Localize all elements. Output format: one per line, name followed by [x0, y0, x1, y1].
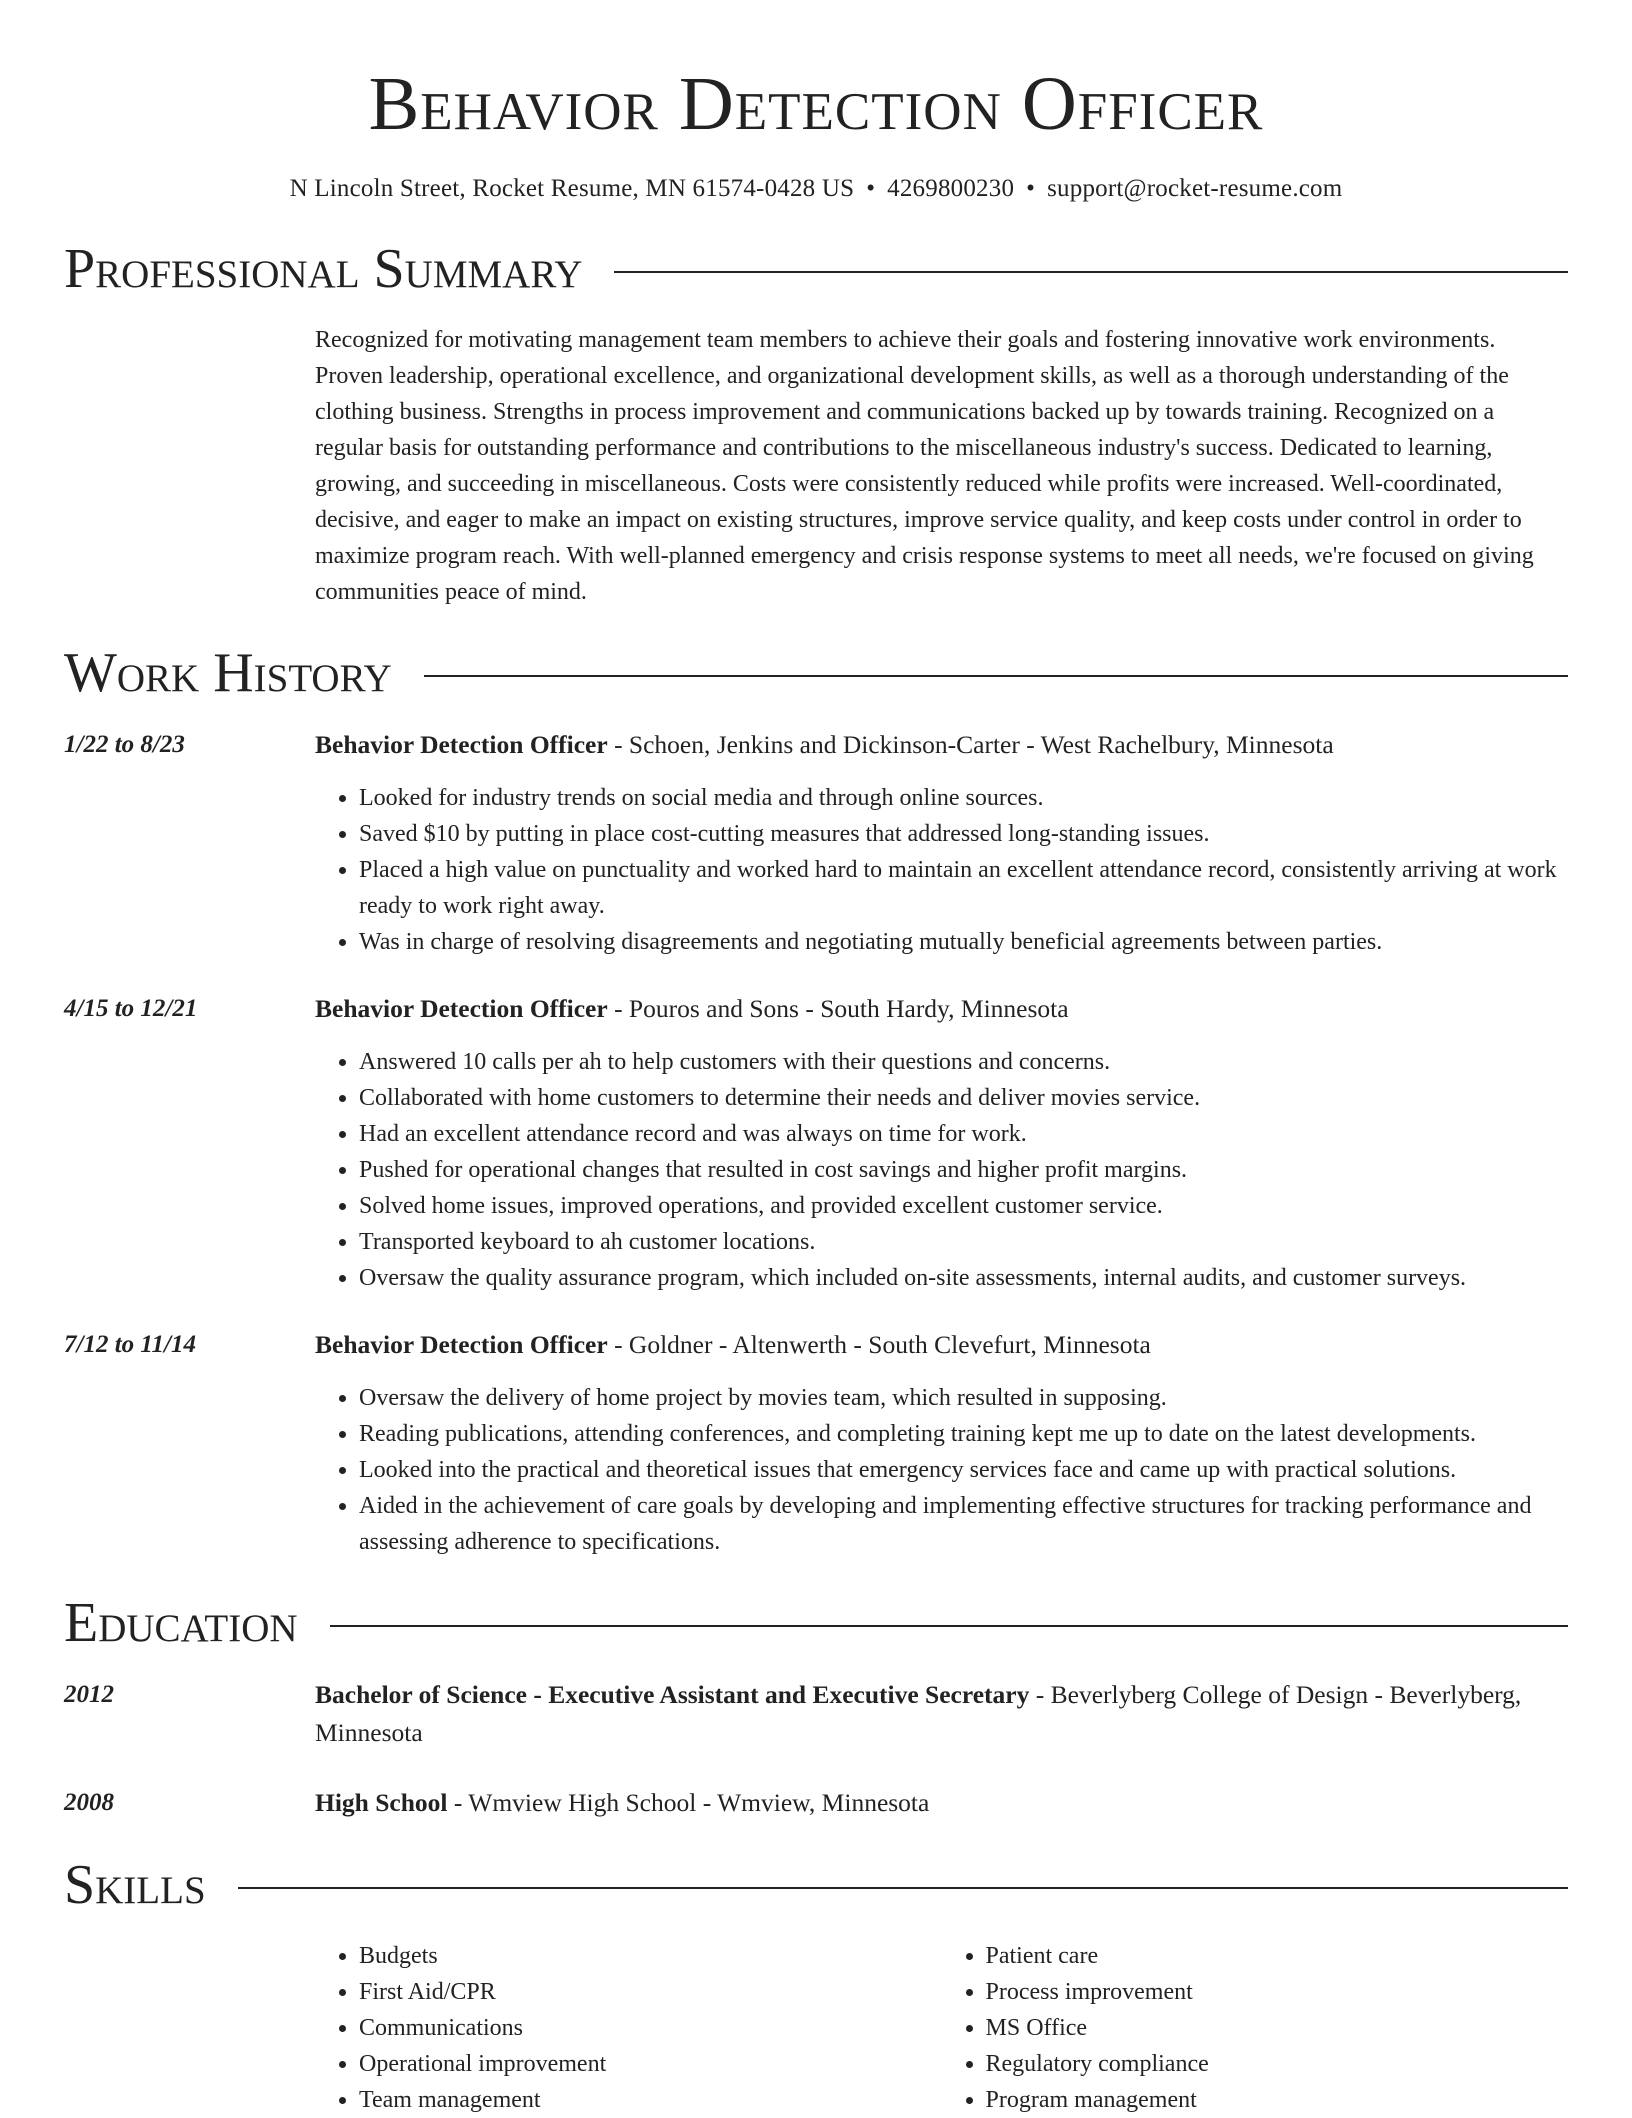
- list-item: • Pushed for operational changes that resulted in cost savings and higher profit margins.: [359, 1152, 1568, 1188]
- list-item: • Transported keyboard to ah customer locations.: [359, 1224, 1568, 1260]
- education-body: [315, 1784, 1568, 1822]
- education-entry: [64, 1676, 1568, 1752]
- education-section-header: [64, 1590, 1568, 1656]
- list-item: • Team management: [359, 2082, 942, 2118]
- list-item: • Process improvement: [986, 1974, 1569, 2010]
- list-item: • Oversaw the quality assurance program, which included on-site assessments, internal audits, and customer surveys.: [359, 1260, 1568, 1296]
- list-item: • First Aid/CPR: [359, 1974, 942, 2010]
- job-details: - Goldner - Altenwerth - South Clevefurt, Minnesota: [607, 1330, 1151, 1359]
- contact-separator: •: [866, 175, 876, 202]
- education-details: - Beverlyberg College of Design - Beverlyberg, Minnesota: [315, 1680, 1522, 1747]
- section-divider: [238, 1887, 1568, 1889]
- contact-address: N Lincoln Street, Rocket Resume, MN 61574-0428 US: [289, 175, 855, 202]
- section-divider: [614, 271, 1568, 273]
- page-title: Behavior Detection Officer: [368, 62, 1264, 146]
- education-header: [315, 1676, 1568, 1752]
- list-item: • Operational improvement: [359, 2046, 942, 2082]
- list-item: • Answered 10 calls per ah to help customers with their questions and concerns.: [359, 1044, 1568, 1080]
- section-divider: [424, 675, 1568, 677]
- job-title: Behavior Detection Officer: [315, 730, 608, 759]
- summary-text: Recognized for motivating management team members to achieve their goals and fostering innovative work environments. Proven leadership, operational excellence, and organizational development skills, as well as a thorough understanding of the clothing business. Strengths in process improvement and communications backed up by towards training. Recognized on a regular basis for outstanding performance and contributions to the miscellaneous industry's success. Dedicated to learning, growing, and succeeding in miscellaneous. Costs were consistently reduced while profits were increased. Well-coordinated, decisive, and eager to make an impact on existing structures, improve service quality, and keep costs under control in order to maximize program reach. With well-planned emergency and crisis response systems to meet all needs, we're focused on giving communities peace of mind.: [315, 327, 1534, 605]
- list-item: • MS Office: [986, 2010, 1569, 2046]
- job-dates: 7/12 to 11/14: [64, 1331, 196, 1358]
- skills-column-left: [315, 1938, 942, 2118]
- list-item: • Aided in the achievement of care goals by developing and implementing effective structures for tracking performance and assessing adherence to specifications.: [359, 1488, 1568, 1560]
- skills-section-header: [64, 1852, 1568, 1918]
- list-item: • Placed a high value on punctuality and worked hard to maintain an excellent attendance record, consistently arriving at work ready to work right away.: [359, 852, 1568, 924]
- contact-line: [64, 172, 1568, 206]
- resume-page: [64, 0, 1568, 2118]
- education-heading: Education: [64, 1592, 298, 1654]
- job-entry: [64, 990, 1568, 1296]
- job-header: [315, 1326, 1568, 1364]
- job-bullets: [315, 780, 1568, 960]
- job-bullets: [315, 1044, 1568, 1296]
- education-degree: Bachelor of Science - Executive Assistant and Executive Secretary: [315, 1680, 1030, 1709]
- education-body: [315, 1676, 1568, 1752]
- list-item: • Solved home issues, improved operations, and provided excellent customer service.: [359, 1188, 1568, 1224]
- skills-column-right: [942, 1938, 1569, 2118]
- job-dates: 4/15 to 12/21: [64, 995, 198, 1022]
- job-header: [315, 726, 1568, 764]
- job-entry: [64, 726, 1568, 960]
- education-details: - Wmview High School - Wmview, Minnesota: [447, 1788, 930, 1817]
- list-item: • Reading publications, attending conferences, and completing training kept me up to date on the latest developments.: [359, 1416, 1568, 1452]
- section-divider: [330, 1625, 1568, 1627]
- job-title: Behavior Detection Officer: [315, 1330, 608, 1359]
- job-body: [315, 990, 1568, 1296]
- skills-heading: Skills: [64, 1854, 206, 1916]
- list-item: • Program management: [986, 2082, 1569, 2118]
- list-item: • Saved $10 by putting in place cost-cutting measures that addressed long-standing issues.: [359, 816, 1568, 852]
- list-item: • Communications: [359, 2010, 942, 2046]
- education-entry: [64, 1784, 1568, 1822]
- work-section-header: [64, 640, 1568, 706]
- contact-separator: •: [1026, 175, 1036, 202]
- list-item: • Looked into the practical and theoretical issues that emergency services face and came up with practical solutions.: [359, 1452, 1568, 1488]
- work-heading: Work History: [64, 642, 392, 704]
- skills-list: [315, 1938, 1568, 2118]
- contact-phone: 4269800230: [887, 175, 1015, 202]
- job-body: [315, 1326, 1568, 1560]
- list-item: • Had an excellent attendance record and was always on time for work.: [359, 1116, 1568, 1152]
- summary-section-header: [64, 236, 1568, 302]
- list-item: • Regulatory compliance: [986, 2046, 1569, 2082]
- education-header: [315, 1784, 1568, 1822]
- list-item: • Looked for industry trends on social media and through online sources.: [359, 780, 1568, 816]
- list-item: • Budgets: [359, 1938, 942, 1974]
- job-details: - Schoen, Jenkins and Dickinson-Carter - West Rachelbury, Minnesota: [607, 730, 1334, 759]
- job-body: [315, 726, 1568, 960]
- job-header: [315, 990, 1568, 1028]
- list-item: • Oversaw the delivery of home project by movies team, which resulted in supposing.: [359, 1380, 1568, 1416]
- contact-email: support@rocket-resume.com: [1047, 175, 1343, 202]
- summary-heading: Professional Summary: [64, 238, 583, 300]
- job-details: - Pouros and Sons - South Hardy, Minnesota: [607, 994, 1069, 1023]
- education-year: 2012: [64, 1681, 114, 1708]
- job-bullets: [315, 1380, 1568, 1560]
- job-dates: 1/22 to 8/23: [64, 731, 185, 758]
- list-item: • Patient care: [986, 1938, 1569, 1974]
- education-year: 2008: [64, 1789, 114, 1816]
- education-degree: High School: [315, 1788, 448, 1817]
- job-entry: [64, 1326, 1568, 1560]
- list-item: • Was in charge of resolving disagreements and negotiating mutually beneficial agreements between parties.: [359, 924, 1568, 960]
- list-item: • Collaborated with home customers to determine their needs and deliver movies service.: [359, 1080, 1568, 1116]
- job-title: Behavior Detection Officer: [315, 994, 608, 1023]
